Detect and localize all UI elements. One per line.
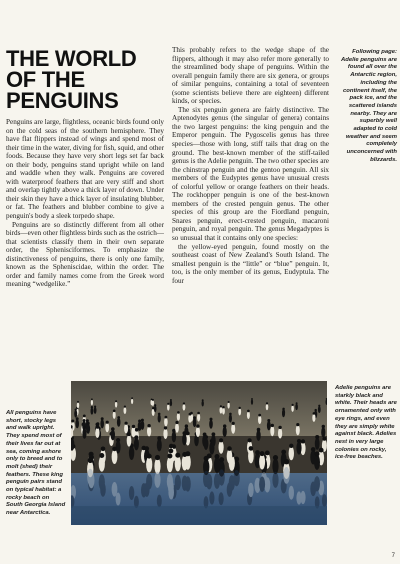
title-line-3: PENGUINS [6,88,119,113]
paragraph: Penguins are so distinctly different from all other birds—even other flightless birds such as the ostrich—that scientists classify them in their own separate order, the Sphenisciformes. To emphasize the distinctiveness of penguins, there is only one family, known as the Spheniscidae, within the order. The order and family names come from the Greek word meaning “wedgelike.” [6,220,164,289]
paragraph: The six penguin genera are fairly distinctive. The Aptenodytes genus (the singular of genera) contains the two largest penguins: the king penguin and the Emperor penguin. The Pygoscelis genus has three species—those with long, stiff tails that drag on the ground. The best-known member of the stiff-tailed genus is the Adelie penguin. The two other species are the chinstrap penguin and the gentoo penguin. All six members of the Eudyptes genus have unusual crests of colorful yellow or orange feathers on their heads. The rockhopper penguin is one of the best-known members of the crested penguin genus. The other species of this group are the Fiordland penguin, Snares penguin, erect-crested penguin, macaroni penguin, and royal penguin. The genus Megadyptes is so unusual that it contains only one species: [172,105,329,243]
body-column-left [6,118,164,289]
caption-adelie-penguins: Adelie penguins are starkly black and white. Their heads are ornamented only with eye rings, and even they are simply white against black. Adelies nest in very large colonies on rocky, ice-free beaches. [335,385,397,461]
page-title [6,48,166,111]
paragraph: Penguins are large, flightless, oceanic birds found only on the cold seas of the southern hemisphere. They have flat flippers instead of wings and spend most of their time in the water, diving for fish, squid, and other foods. Because they have very short legs set far back on their body, penguins stand upright while on land and waddle when they walk. Penguins are covered with waterproof feathers that are very stiff and short and overlap tightly above a thick layer of down. Under their skin they have a thick layer of insulating blubber, or fat. The feathers and blubber combine to give a penguin's body a sleek torpedo shape. [6,118,164,221]
paragraph: the yellow-eyed penguin, found mostly on the southeast coast of New Zealand's South Island. The smallest penguin is the “little” or “blue” penguin. It, too, is the only member of its genus, Eudyptula. The four [172,242,329,285]
caption-following-page: Following page: Adelie penguins are found all over the Antarctic region, including the continent itself, the pack ice, and the scattered islands nearby. They are superbly well adapted to cold weather and seem completely unconcerned with blizzards. [341,49,397,163]
king-penguins-photo [71,381,327,525]
title-line-1: THE WORLD [6,46,137,71]
penguin-colony-image [71,381,327,525]
caption-king-penguins: All penguins have short, stocky legs and walk upright. They spend most of their lives far out at sea, coming ashore only to breed and to molt (shed) their feathers. These king penguin pairs stand on typical habitat: a rocky beach on South Georgia Island near Antarctica. [6,410,66,517]
paragraph: This probably refers to the wedge shape of the flippers, although it may also refer more generally to the streamlined body shape of penguins. Within the overall penguin family there are six genera, or groups of similar penguins, containing a total of seventeen (some scientists believe there are eighteen) different kinds, or species. [172,46,329,106]
title-line-2: OF THE [6,67,85,92]
body-column-middle [172,46,329,285]
page-number: 7 [391,553,395,559]
